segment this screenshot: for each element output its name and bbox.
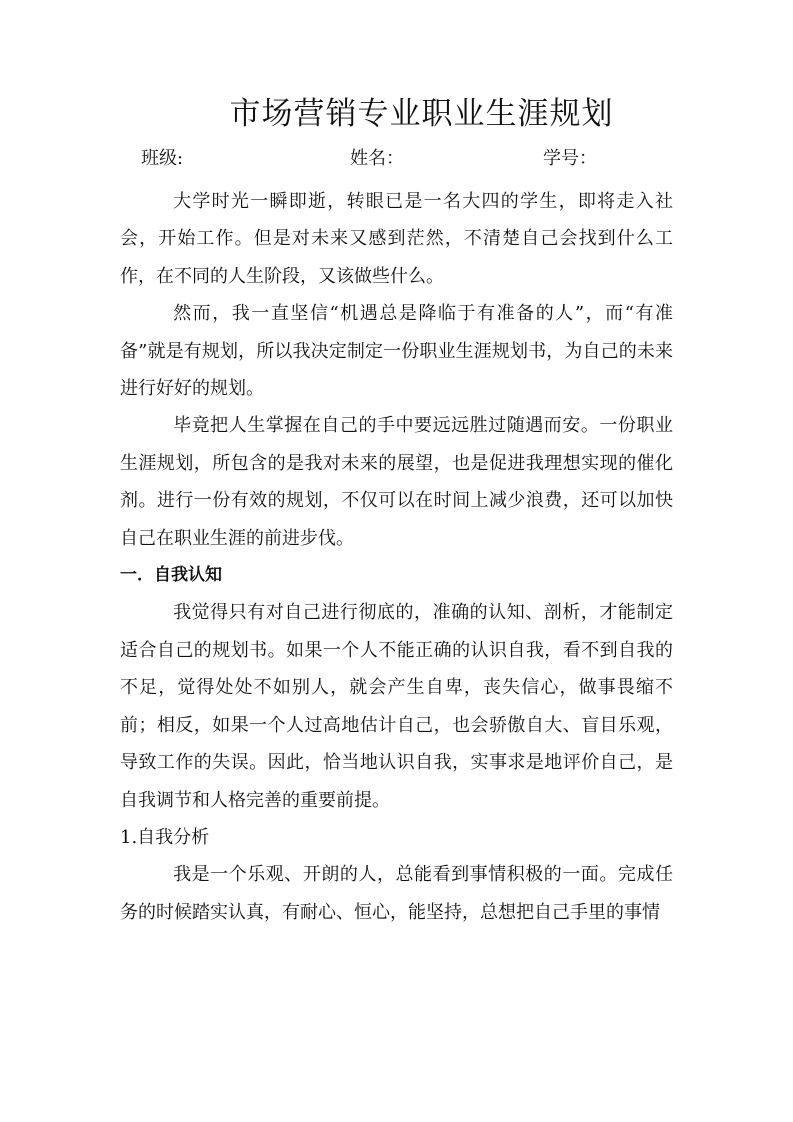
intro-paragraph-3: 毕竟把人生掌握在自己的手中要远远胜过随遇而安。一份职业生涯规划，所包含的是我对未来的展望，也是促进我理想实现的催化剂。进行一份有效的规划，不仅可以在时间上减少浪费，还可以加快自己在职业生涯的前进步伐。 bbox=[120, 415, 673, 549]
intro-paragraph-1: 大学时光一瞬即逝，转眼已是一名大四的学生，即将走入社会，开始工作。但是对未来又感到茫然，不清楚自己会找到什么工作，在不同的人生阶段，又该做些什么。 bbox=[120, 191, 673, 287]
self-awareness-paragraph: 我觉得只有对自己进行彻底的，准确的认知、剖析，才能制定适合自己的规划书。如果一个人不能正确的认识自我，看不到自我的不足，觉得处处不如别人，就会产生自卑，丧失信心，做事畏缩不前；相反，如果一个人过高地估计自己，也会骄傲自大、盲目乐观，导致工作的失误。因此，恰当地认识自我，实事求是地评价自己，是自我调节和人格完善的重要前提。 bbox=[120, 602, 673, 811]
class-label: 班级: bbox=[141, 148, 184, 169]
student-id-label: 学号： bbox=[543, 148, 597, 169]
document-body bbox=[120, 183, 673, 931]
name-label: 姓名： bbox=[350, 148, 404, 169]
self-analysis-paragraph: 我是一个乐观、开朗的人，总能看到事情积极的一面。完成任务的时候踏实认真，有耐心、恒心，能坚持，总想把自己手里的事情 bbox=[120, 864, 673, 923]
subheading-self-analysis: 1.自我分析 bbox=[120, 826, 210, 848]
document-title: 市场营销专业职业生涯规划 bbox=[229, 96, 614, 132]
section-heading-self-awareness: 一．自我认知 bbox=[120, 565, 222, 586]
intro-paragraph-2: 然而，我一直坚信“机遇总是降临于有准备的人”，而“有准备”就是有规划，所以我决定制定一份职业生涯规划书，为自己的未来进行好好的规划。 bbox=[120, 303, 673, 400]
